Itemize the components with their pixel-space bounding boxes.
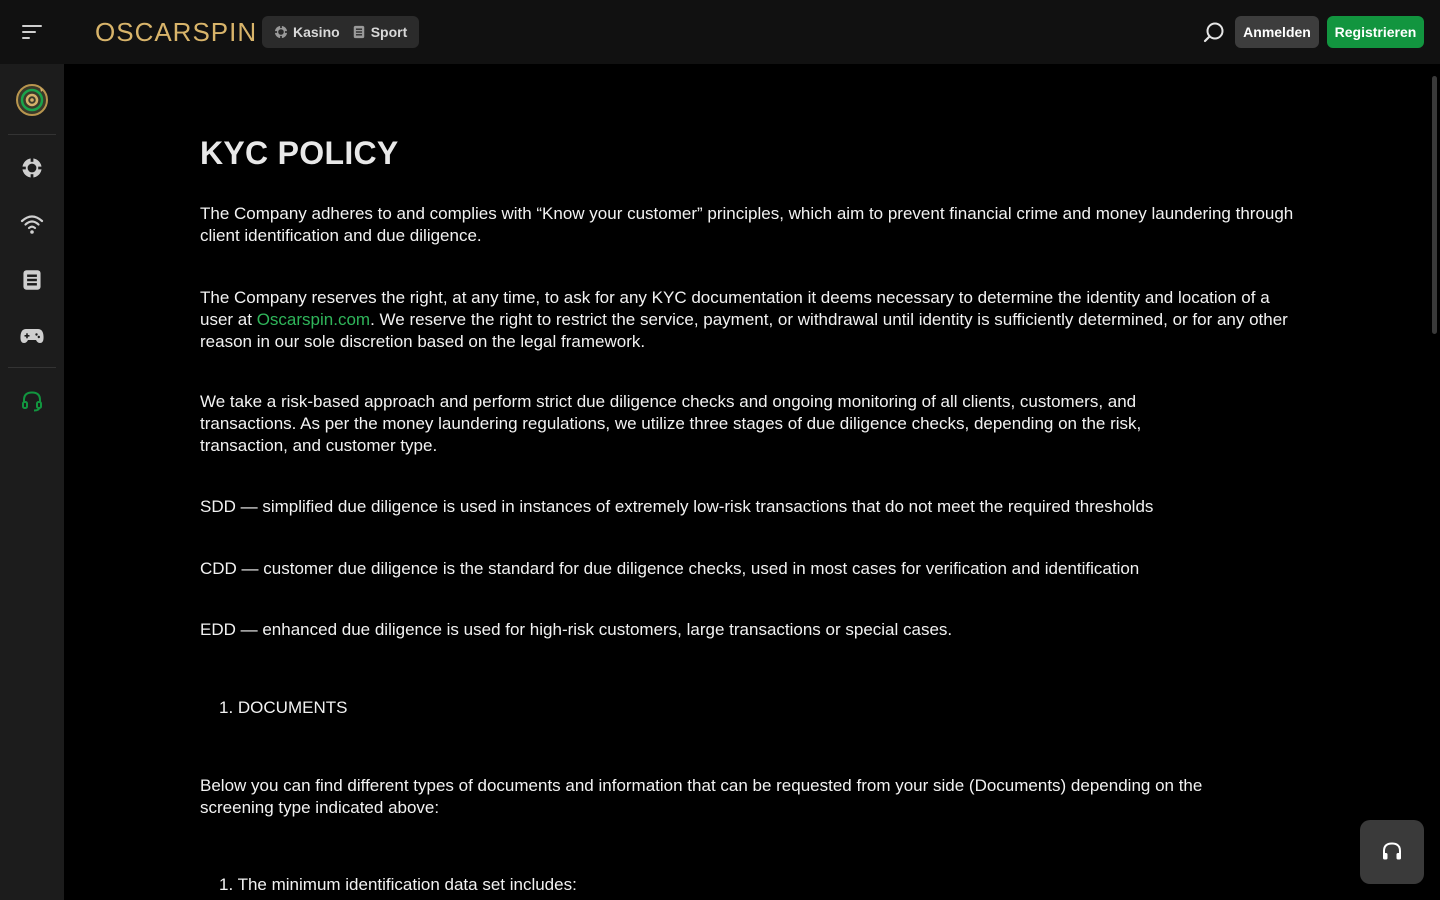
- casino-chip-icon: [21, 157, 43, 179]
- target-bonus-icon: [15, 83, 49, 117]
- policy-paragraph-rights-text: The Company reserves the right, at any time, to ask for any KYC documentation it deems necessary to determine the identity and location of a user at: [200, 288, 1270, 329]
- login-button[interactable]: Anmelden: [1235, 16, 1319, 48]
- sport-ticket-icon: [22, 269, 42, 291]
- support-headset-icon: [21, 390, 43, 412]
- search-icon: [1202, 20, 1226, 44]
- tab-sport[interactable]: [346, 16, 414, 48]
- tab-kasino[interactable]: [268, 16, 346, 48]
- sidebar-item-live[interactable]: [0, 200, 64, 248]
- menu-toggle-button[interactable]: [0, 0, 64, 64]
- sidebar-divider: [8, 367, 56, 368]
- sidebar: [0, 64, 64, 900]
- top-header: [0, 0, 1440, 64]
- sport-ticket-icon: [352, 25, 366, 39]
- search-button[interactable]: [1202, 20, 1226, 44]
- policy-paragraph-rights: [200, 287, 1300, 353]
- sidebar-item-casino[interactable]: [0, 144, 64, 192]
- sidebar-item-sport[interactable]: [0, 256, 64, 304]
- policy-paragraph-documents: Below you can find different types of documents and information that can be requested from your side (Documents) depending on the screening type indicated above:: [200, 776, 1203, 817]
- policy-paragraph-intro: The Company adheres to and complies with “Know your customer” principles, which aim to prevent financial crime and money laundering through client identification and due diligence.: [200, 204, 1294, 245]
- policy-paragraph-risk: We take a risk-based approach and perform strict due diligence checks and ongoing monitoring of all clients, customers, and transactions. As per the money laundering regulations, we utilize three stages of due diligence checks, depending on the risk, transaction, and customer type.: [200, 392, 1142, 455]
- page-title: KYC POLICY: [200, 135, 399, 171]
- sidebar-item-bonus[interactable]: [0, 76, 64, 124]
- sidebar-item-support[interactable]: [0, 377, 64, 425]
- gamepad-icon: [20, 327, 44, 345]
- sidebar-item-games[interactable]: [0, 312, 64, 360]
- policy-paragraph-edd: EDD — enhanced due diligence is used for high-risk customers, large transactions or special cases.: [200, 620, 953, 639]
- page-scrollbar[interactable]: [1430, 64, 1440, 900]
- policy-paragraph-rights-text: . We reserve the right to restrict the service, payment, or withdrawal until identity is sufficiently determined, or for any other reason in our sole discretion based on the legal framework.: [200, 310, 1288, 351]
- hamburger-icon: [22, 24, 42, 40]
- section-heading-minimum-data: 1. The minimum identification data set includes:: [219, 875, 577, 894]
- casino-chip-icon: [274, 25, 288, 39]
- live-wifi-icon: [20, 213, 44, 235]
- nav-tabs: [262, 16, 419, 48]
- support-headset-icon: [1381, 841, 1403, 863]
- sidebar-divider: [8, 134, 56, 135]
- section-heading-documents: 1. DOCUMENTS: [219, 698, 348, 717]
- policy-paragraph-cdd: CDD — customer due diligence is the standard for due diligence checks, used in most cases for verification and identification: [200, 559, 1140, 578]
- scrollbar-thumb[interactable]: [1432, 76, 1437, 334]
- tab-sport-label: Sport: [370, 24, 408, 40]
- support-chat-button[interactable]: [1360, 820, 1424, 884]
- tab-kasino-label: Kasino: [293, 24, 340, 40]
- policy-paragraph-sdd: SDD — simplified due diligence is used in instances of extremely low-risk transactions that do not meet the required thresholds: [200, 497, 1154, 516]
- oscarspin-logo[interactable]: OSCARSPIN: [95, 16, 258, 47]
- oscarspin-link[interactable]: Oscarspin.com: [256, 310, 371, 329]
- register-button[interactable]: Registrieren: [1327, 16, 1424, 48]
